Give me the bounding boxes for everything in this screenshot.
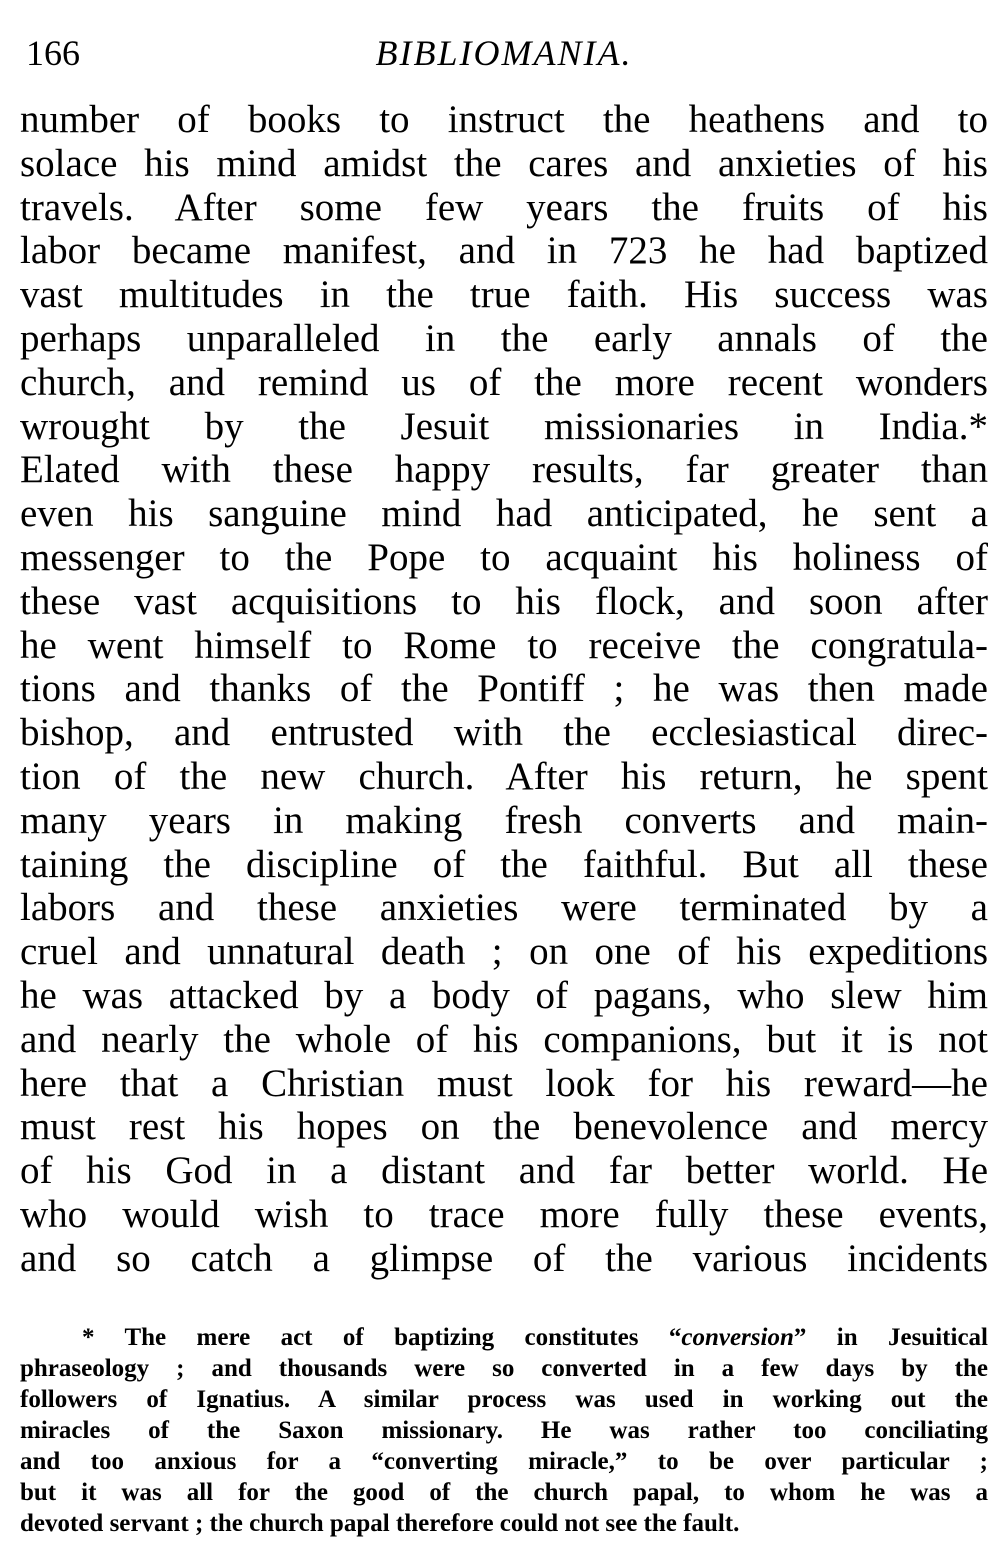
footnote-text: * The mere act of baptizing constitutes “ <box>82 1324 682 1351</box>
body-line: he went himself to Rome to receive the congratula- <box>20 623 988 667</box>
footnote-line: but it was all for the good of the church papal, to whom he was a <box>20 1479 988 1506</box>
body-line: cruel and unnatural death ; on one of his expeditions <box>20 930 988 974</box>
body-line: Elated with these happy results, far greater than <box>20 448 988 492</box>
body-line: taining the discipline of the faithful. But all these <box>20 842 988 886</box>
footnote <box>20 1322 988 1539</box>
body-line: messenger to the Pope to acquaint his holiness of <box>20 535 988 579</box>
body-line: tions and thanks of the Pontiff ; he was then made <box>20 667 988 711</box>
running-head <box>20 30 988 76</box>
body-line: vast multitudes in the true faith. His success was <box>20 273 988 317</box>
footnote-line: devoted servant ; the church papal therefore could not see the fault. <box>20 1510 740 1537</box>
body-line: must rest his hopes on the benevolence and mercy <box>20 1105 988 1149</box>
body-line: travels. After some few years the fruits of his <box>20 185 988 229</box>
footnote-text: ” in Jesuitical <box>793 1324 988 1351</box>
body-line: these vast acquisitions to his flock, and soon after <box>20 579 988 623</box>
body-line: bishop, and entrusted with the ecclesiastical direc- <box>20 711 988 755</box>
body-line: perhaps unparalleled in the early annals of the <box>20 316 988 360</box>
footnote-line: followers of Ignatius. A similar process was used in working out the <box>20 1386 988 1413</box>
body-line: wrought by the Jesuit missionaries in India.* <box>20 404 988 448</box>
footnote-emphasis: conversion <box>681 1324 794 1351</box>
body-line: who would wish to trace more fully these events, <box>20 1192 988 1236</box>
body-line: church, and remind us of the more recent wonders <box>20 360 988 404</box>
body-line: labors and these anxieties were terminated by a <box>20 886 988 930</box>
body-line: and so catch a glimpse of the various incidents <box>20 1236 988 1280</box>
running-title: BIBLIOMANIA. <box>375 33 633 73</box>
body-line: many years in making fresh converts and main- <box>20 798 988 842</box>
body-line: of his God in a distant and far better world. He <box>20 1149 988 1193</box>
body-line: and nearly the whole of his companions, but it is not <box>20 1017 988 1061</box>
body-line: labor became manifest, and in 723 he had baptized <box>20 229 988 273</box>
body-line: even his sanguine mind had anticipated, he sent a <box>20 492 988 536</box>
body-line: he was attacked by a body of pagans, who slew him <box>20 973 988 1017</box>
page-number: 166 <box>26 33 80 73</box>
footnote-line: and too anxious for a “converting miracle,” to be over particular ; <box>20 1448 988 1475</box>
body-line: here that a Christian must look for his reward—he <box>20 1061 988 1105</box>
body-line: solace his mind amidst the cares and anxieties of his <box>20 141 988 185</box>
book-page <box>20 0 988 1560</box>
body-line: tion of the new church. After his return, he spent <box>20 754 988 798</box>
body-line: number of books to instruct the heathens and to <box>20 98 988 141</box>
footnote-line: phraseology ; and thousands were so converted in a few days by the <box>20 1355 988 1382</box>
footnote-line: miracles of the Saxon missionary. He was rather too conciliating <box>20 1417 988 1444</box>
body-text <box>20 98 988 1281</box>
footnote-line <box>20 1322 988 1353</box>
